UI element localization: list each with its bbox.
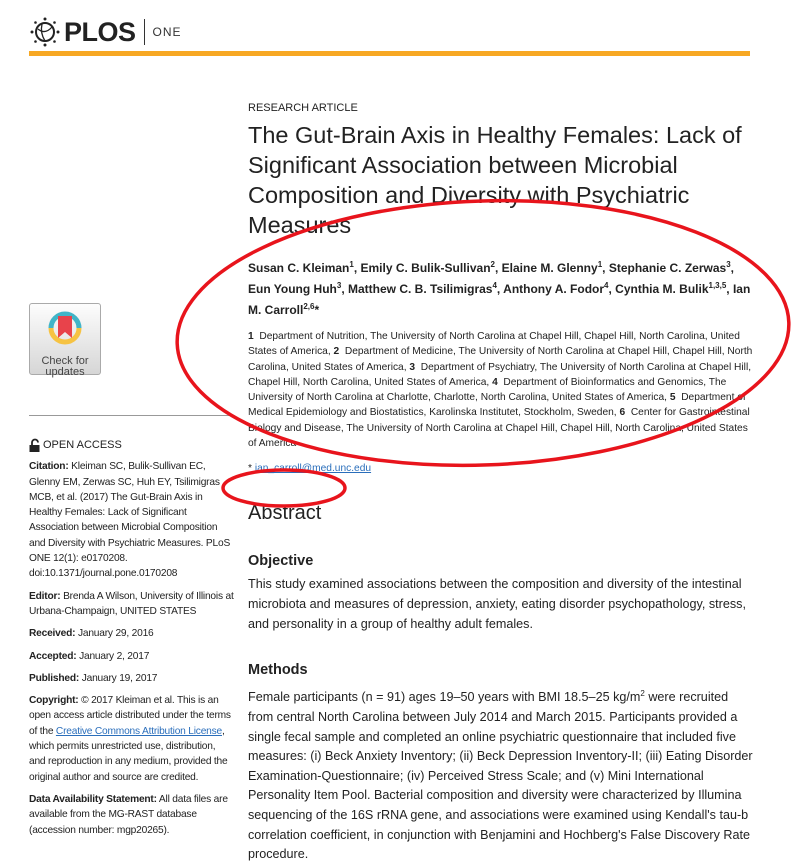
citation-label: Citation: <box>29 461 69 473</box>
author-name[interactable]: Eun Young Huh <box>248 282 337 296</box>
logo-separator <box>144 19 145 45</box>
affiliation-text: Department of Nutrition, The University of North Carolina at Chapel Hill, Chapel Hill, North Carolina, United States of America, <box>248 331 740 358</box>
corresponding-mark: * <box>314 303 320 317</box>
open-access-label <box>29 438 234 453</box>
article-main <box>248 100 753 865</box>
published-date: January 19, 2017 <box>81 672 158 684</box>
header-accent-bar <box>29 51 750 56</box>
author-affiliation-mark: 1,3,5 <box>708 281 727 290</box>
copyright-text: © 2017 Kleiman et al. This is an open access article distributed under the terms of the <box>29 695 231 737</box>
abstract-heading: Abstract <box>248 502 322 525</box>
open-lock-icon <box>29 439 41 452</box>
author-name[interactable]: Elaine M. Glenny <box>501 261 598 275</box>
copyright-text-2: , which permits unrestricted use, distribution, and reproduction in any medium, provided the original author and source are credited. <box>29 725 228 783</box>
citation <box>29 459 234 581</box>
accepted-label: Accepted: <box>29 650 77 662</box>
accepted <box>29 649 234 664</box>
updates-bookmark-icon <box>45 308 85 348</box>
objective-text: This study examined associations between the composition and diversity of the intestinal microbiota and measures of depression, anxiety, eating disorder psychopathology, stress, and personality in a group of healthy adult females. <box>248 577 746 631</box>
author-name[interactable]: Susan C. Kleiman <box>248 261 350 275</box>
check-for-updates-badge[interactable] <box>29 303 101 378</box>
author-name[interactable]: Stephanie C. Zerwas <box>608 261 727 275</box>
article-title: The Gut-Brain Axis in Healthy Females: Lack of Significant Association between Microbial Composition and Diversity with Psychiatric Measures <box>248 122 742 238</box>
affiliation-number: 5 <box>669 392 676 404</box>
methods-heading: Methods <box>248 662 308 679</box>
logo-text: PLOS <box>64 16 136 47</box>
affiliation-text: Department of Medical Epidemiology and Biostatistics, Karolinska Institutet, Stockholm, Sweden, <box>248 392 746 419</box>
data-availability <box>29 792 234 838</box>
methods-text <box>248 684 753 865</box>
author-affiliation-mark: 1 <box>597 260 603 269</box>
copyright <box>29 693 234 785</box>
plos-one-logo[interactable] <box>30 14 182 50</box>
badge-label-1: Check for <box>41 355 89 367</box>
corresponding-email <box>248 463 753 474</box>
received <box>29 626 234 641</box>
article-info-sidebar <box>29 438 234 845</box>
affiliation-text: Department of Medicine, The University of North Carolina at Chapel Hill, Chapel Hill, North Carolina, United States of America, <box>248 346 753 373</box>
affiliation-text: Department of Bioinformatics and Genomics, The University of North Carolina at Charlotte, Charlotte, North Carolina, United States of America, <box>248 376 727 404</box>
received-date: January 29, 2016 <box>77 628 154 640</box>
affiliation-text: Department of Psychiatry, The University of North Carolina at Chapel Hill, Chapel Hill, North Carolina, United States of America, <box>248 361 752 388</box>
affiliation-number: 1 <box>248 331 254 342</box>
accepted-date: January 2, 2017 <box>79 650 150 662</box>
editor-text: Brenda A Wilson, University of Illinois at Urbana-Champaign, UNITED STATES <box>29 590 234 617</box>
author-list: Susan C. Kleiman$^1$, Emily C. Bulik-Sullivan$^2$, Elaine M. Glenny$^1$, Stephanie C. Zerwas$^3$, Eun Young Huh$^3$, Matthew C. B. Tsilimigras$^4$, Anthony A. Fodor$^4$, Cynthia M. Bulik$^{1,3,5}$, Ian M. Carroll$^{2,6}$* <box>248 260 751 317</box>
author-name[interactable]: Emily C. Bulik-Sullivan <box>360 261 491 275</box>
article-type: RESEARCH ARTICLE <box>248 102 358 114</box>
author-affiliation-mark: 2,6 <box>303 302 315 311</box>
journal-name: ONE <box>152 25 182 39</box>
badge-label-2: updates <box>45 366 85 378</box>
sidebar-divider <box>29 415 231 416</box>
copyright-label: Copyright: <box>29 695 79 707</box>
author-name[interactable]: Matthew C. B. Tsilimigras <box>348 282 493 296</box>
published-label: Published: <box>29 672 80 684</box>
methods-superscript: 2 <box>640 689 645 699</box>
data-availability-text: All data files are available from the MG-RAST database (accession number: mgp20265). <box>29 793 228 836</box>
author-affiliation-mark: 4 <box>492 281 497 290</box>
editor-label: Editor: <box>29 590 61 602</box>
editor <box>29 589 234 620</box>
email-link[interactable]: ian_carroll@med.unc.edu <box>254 463 372 475</box>
license-link[interactable]: Creative Commons Attribution License <box>55 725 222 737</box>
received-label: Received: <box>29 628 76 640</box>
affiliation-text: Center for Gastrointestinal Biology and Disease, The University of North Carolina at Chapel Hill, Chapel Hill, North Carolina, United States of America <box>248 407 750 450</box>
data-availability-label: Data Availability Statement: <box>29 793 157 805</box>
email-star: * <box>248 463 252 475</box>
author-name[interactable]: Ian M. Carroll <box>248 282 751 317</box>
author-name[interactable]: Anthony A. Fodor <box>503 282 605 296</box>
affiliation-list <box>248 329 753 451</box>
affiliation-number: 4 <box>492 376 498 388</box>
affiliation-number: 3 <box>409 361 416 373</box>
author-affiliation-mark: 1 <box>349 260 354 269</box>
affiliation-number: 2 <box>333 346 340 358</box>
methods-text-2: were recruited from central North Carolina between July 2014 and March 2015. Participants provided a single fecal sample and completed an online psychiatric questionnaire that included five measures: (i) Beck Anxiety Inventory; (ii) Beck Depression Inventory-II; (iii) Eating Disorder Examination-Questionnaire; (iv) Perceived Stress Scale; and (v) Mini International Personality Item Pool. Bacterial composition and diversity were characterized by Illumina sequencing of the 16S rRNA gene, and associations were examined using Kendall's tau-b correlation coefficient, in conjunction with Benjamini and Hochberg's False Discovery Rate procedure. <box>248 690 753 862</box>
published <box>29 671 234 686</box>
author-name[interactable]: Cynthia M. Bulik <box>615 282 709 296</box>
citation-text: Kleiman SC, Bulik-Sullivan EC, Glenny EM, Zerwas SC, Huh EY, Tsilimigras MCB, et al. (2017) The Gut-Brain Axis in Healthy Females: Lack of Significant Association between Microbial Composition and Diversity with Psychiatric Measures. PLoS ONE 12(1): e0170208. doi:10.1371/journal.pone.0170208 <box>29 461 231 580</box>
author-affiliation-mark: 2 <box>490 260 495 269</box>
methods-text-1: Female participants (n = 91) ages 19–50 years with BMI 18.5–25 kg/m <box>248 690 641 705</box>
affiliation-number: 6 <box>619 407 626 419</box>
plos-globe-icon <box>30 17 60 47</box>
author-affiliation-mark: 4 <box>604 281 609 290</box>
open-access-text: OPEN ACCESS <box>43 439 122 451</box>
objective-heading: Objective <box>248 553 314 570</box>
author-affiliation-mark: 3 <box>726 260 731 269</box>
author-affiliation-mark: 3 <box>336 281 342 290</box>
